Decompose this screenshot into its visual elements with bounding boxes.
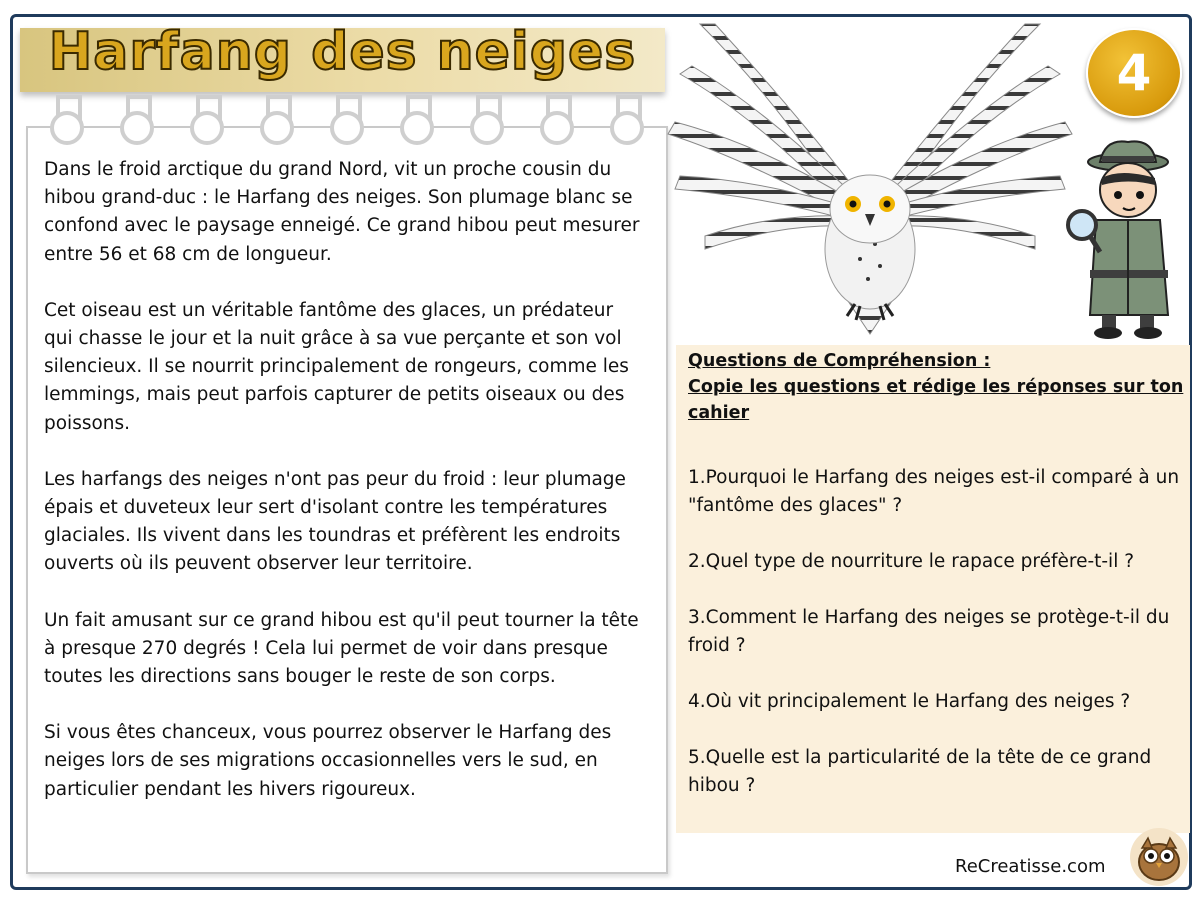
- list-item: 5.Quelle est la particularité de la tête de ce grand hibou ?: [688, 747, 1152, 796]
- page-title: Harfang des neiges: [48, 22, 637, 82]
- lesson-number-badge: 4: [1086, 28, 1182, 118]
- ring-icon: [540, 95, 574, 145]
- ring-icon: [470, 95, 504, 145]
- ring-icon: [260, 95, 294, 145]
- list-item: 2.Quel type de nourriture le rapace préfère-t-il ?: [688, 551, 1135, 572]
- owl-logo-icon: [1128, 826, 1190, 888]
- list-item: 4.Où vit principalement le Harfang des neiges ?: [688, 691, 1131, 712]
- ring-icon: [610, 95, 644, 145]
- ring-icon: [400, 95, 434, 145]
- questions-list: [688, 464, 1188, 828]
- paragraph: Les harfangs des neiges n'ont pas peur du froid : leur plumage épais et duveteux leur sert d'isolant contre les températures glaciales. Ils vivent dans les toundras et préfèrent les endroits ouverts où ils peuvent observer leur territoire.: [44, 468, 626, 575]
- paragraph: Cet oiseau est un véritable fantôme des glaces, un prédateur qui chasse le jour et la nuit grâce à sa vue perçante et son vol silencieux. Il se nourrit principalement de rongeurs, comme les lemmings, mais peut parfois capturer de petits oiseaux ou des poissons.: [44, 299, 629, 434]
- ring-icon: [120, 95, 154, 145]
- site-credit: ReCreatisse.com: [955, 856, 1106, 877]
- article-text: [44, 156, 644, 832]
- paragraph: Si vous êtes chanceux, vous pourrez observer le Harfang des neiges lors de ses migrations occasionnelles vers le sud, en particulier pendant les hivers rigoureux.: [44, 722, 612, 800]
- ring-icon: [190, 95, 224, 145]
- ring-icon: [50, 95, 84, 145]
- ring-icon: [330, 95, 364, 145]
- detective-illustration: [1060, 140, 1180, 340]
- paragraph: Dans le froid arctique du grand Nord, vit un proche cousin du hibou grand-duc : le Harfang des neiges. Son plumage blanc se confond avec le paysage enneigé. Ce grand hibou peut mesurer entre 56 et 68 cm de longueur.: [44, 159, 640, 265]
- questions-heading: [688, 348, 1188, 426]
- paragraph: Un fait amusant sur ce grand hibou est qu'il peut tourner la tête à presque 270 degrés ! Cela lui permet de voir dans presque toutes les directions sans bouger le reste de son corps.: [44, 609, 639, 688]
- list-item: 1.Pourquoi le Harfang des neiges est-il comparé à un "fantôme des glaces" ?: [688, 467, 1180, 516]
- list-item: 3.Comment le Harfang des neiges se protège-t-il du froid ?: [688, 607, 1170, 656]
- questions-title: Questions de Compréhension :: [688, 351, 991, 371]
- notebook-rings: [50, 95, 650, 150]
- snowy-owl-illustration: [660, 4, 1080, 344]
- questions-instruction: Copie les questions et rédige les réponses sur ton cahier: [688, 377, 1184, 423]
